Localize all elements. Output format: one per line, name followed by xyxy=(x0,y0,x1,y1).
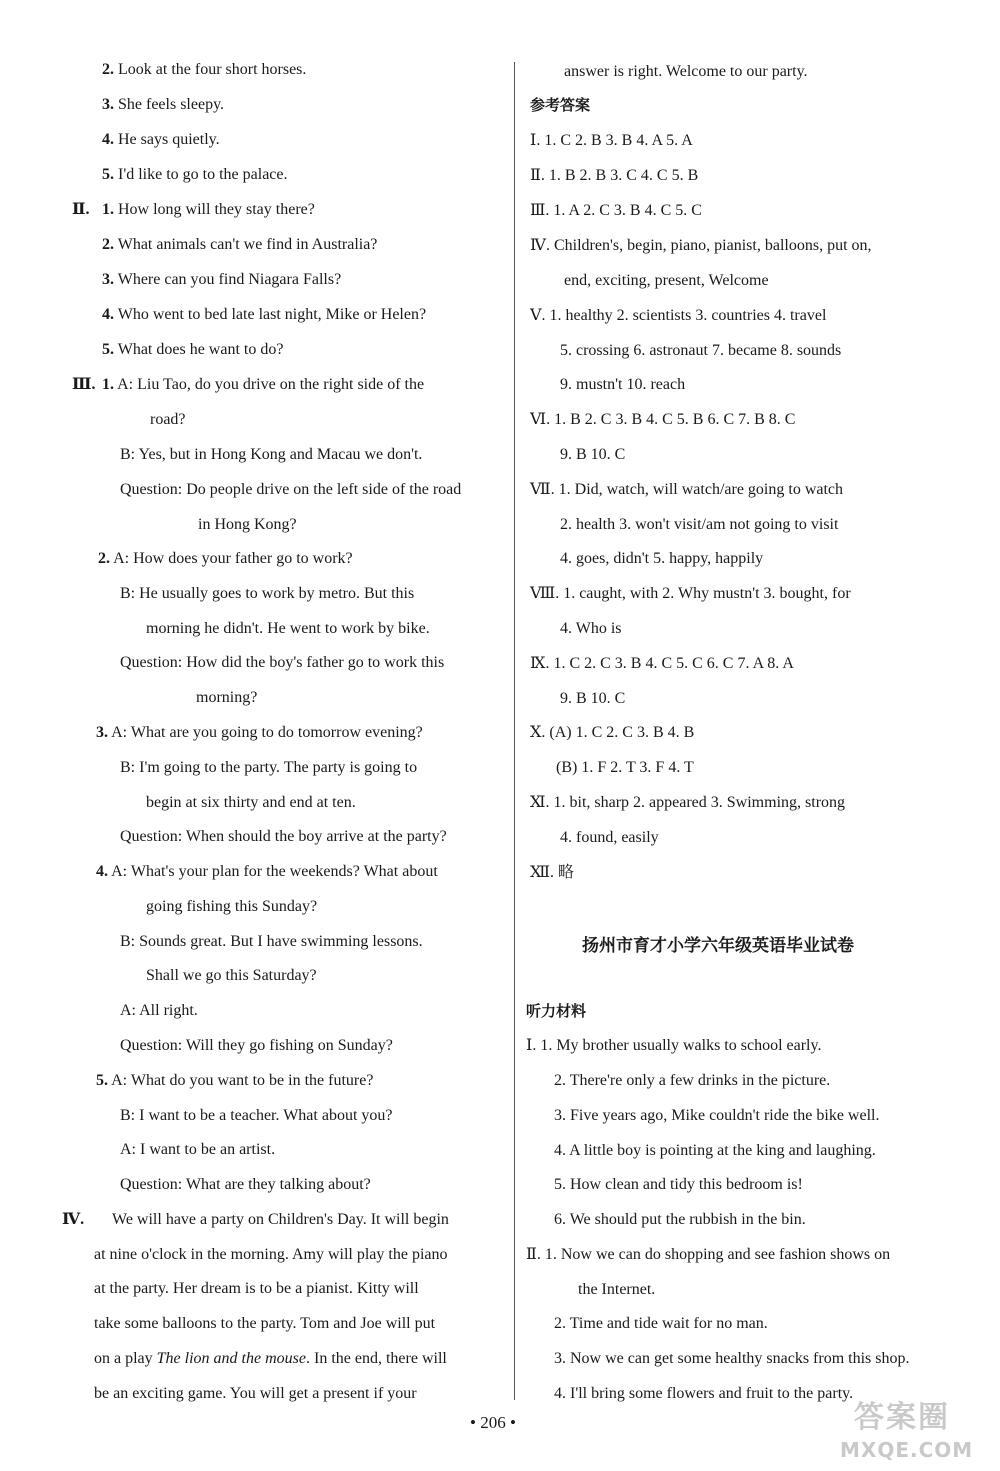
answer-row: Ⅹ. (A) 1. C 2. C 3. B 4. B xyxy=(530,724,695,741)
text-line: on a play The lion and the mouse. In the end, there will xyxy=(94,1350,447,1367)
text-line: Question: Will they go fishing on Sunday? xyxy=(120,1037,393,1054)
text-line: B: I'm going to the party. The party is going to xyxy=(120,759,418,776)
list-item: 2. A: How does your father go to work? xyxy=(98,550,353,567)
listening-line: 2. There're only a few drinks in the picture. xyxy=(554,1072,831,1089)
answer-row: Ⅴ. 1. healthy 2. scientists 3. countries 4. travel xyxy=(530,307,827,324)
listening-line: Ⅱ. 1. Now we can do shopping and see fashion shows on xyxy=(526,1246,891,1263)
text-line: morning? xyxy=(196,689,258,706)
list-item: Ⅳ. We will have a party on Children's Day. It will begin xyxy=(62,1211,449,1228)
text-line: Question: When should the boy arrive at the party? xyxy=(120,828,447,845)
answer-row: 4. goes, didn't 5. happy, happily xyxy=(560,550,764,567)
answer-row: (B) 1. F 2. T 3. F 4. T xyxy=(556,759,694,776)
text-line: Shall we go this Saturday? xyxy=(146,967,317,984)
list-item: 5. What does he want to do? xyxy=(102,341,284,358)
text-line: Question: How did the boy's father go to work this xyxy=(120,654,445,671)
text-line: take some balloons to the party. Tom and Joe will put xyxy=(94,1315,436,1332)
listening-line: 3. Now we can get some healthy snacks from this shop. xyxy=(554,1350,910,1367)
list-item: 4. Who went to bed late last night, Mike or Helen? xyxy=(102,306,427,323)
text-line: B: Sounds great. But I have swimming lessons. xyxy=(120,933,423,950)
text-line: B: He usually goes to work by metro. But this xyxy=(120,585,415,602)
exam-title: 扬州市育才小学六年级英语毕业试卷 xyxy=(582,936,854,956)
list-item: 3. Where can you find Niagara Falls? xyxy=(102,271,342,288)
answer-row: Ⅲ. 1. A 2. C 3. B 4. C 5. C xyxy=(530,202,702,219)
listening-line: Ⅰ. 1. My brother usually walks to school early. xyxy=(526,1037,822,1054)
answer-row: Ⅰ. 1. C 2. B 3. B 4. A 5. A xyxy=(530,132,693,149)
text-line: B: Yes, but in Hong Kong and Macau we don't. xyxy=(120,446,423,463)
text-line: B: I want to be a teacher. What about you? xyxy=(120,1107,393,1124)
answer-row: 4. Who is xyxy=(560,620,622,637)
answer-row: 5. crossing 6. astronaut 7. became 8. sounds xyxy=(560,342,842,359)
list-item: 2. What animals can't we find in Australia? xyxy=(102,236,378,253)
text-line: Question: Do people drive on the left side of the road xyxy=(120,481,462,498)
listening-line: 5. How clean and tidy this bedroom is! xyxy=(554,1176,803,1193)
answer-row: 9. B 10. C xyxy=(560,690,626,707)
listening-line: 2. Time and tide wait for no man. xyxy=(554,1315,768,1332)
list-item: 3. A: What are you going to do tomorrow evening? xyxy=(96,724,423,741)
watermark-url: MXQE.COM xyxy=(840,1438,974,1462)
answer-row: end, exciting, present, Welcome xyxy=(564,272,769,289)
play-title: The lion and the mouse xyxy=(156,1350,306,1367)
list-item: 3. She feels sleepy. xyxy=(102,96,225,113)
text-line: answer is right. Welcome to our party. xyxy=(564,63,808,80)
answer-row: 2. health 3. won't visit/am not going to visit xyxy=(560,516,839,533)
list-item: 2. Look at the four short horses. xyxy=(102,61,307,78)
text-line: at the party. Her dream is to be a pianist. Kitty will xyxy=(94,1280,419,1297)
listening-line: 3. Five years ago, Mike couldn't ride the bike well. xyxy=(554,1107,880,1124)
text-line: at nine o'clock in the morning. Amy will play the piano xyxy=(94,1246,448,1263)
answer-row: Ⅷ. 1. caught, with 2. Why mustn't 3. bought, for xyxy=(530,585,851,602)
text-line: Question: What are they talking about? xyxy=(120,1176,371,1193)
listening-line: 6. We should put the rubbish in the bin. xyxy=(554,1211,806,1228)
answer-row: Ⅳ. Children's, begin, piano, pianist, balloons, put on, xyxy=(530,237,872,254)
text-line: begin at six thirty and end at ten. xyxy=(146,794,356,811)
listening-line: the Internet. xyxy=(578,1281,656,1298)
answer-row: 9. B 10. C xyxy=(560,446,626,463)
answer-row: Ⅻ. 略 xyxy=(530,864,575,881)
answer-row: Ⅶ. 1. Did, watch, will watch/are going to watch xyxy=(530,481,844,498)
answer-row: Ⅱ. 1. B 2. B 3. C 4. C 5. B xyxy=(530,167,699,184)
answer-row: 9. mustn't 10. reach xyxy=(560,376,686,393)
answer-row: Ⅵ. 1. B 2. C 3. B 4. C 5. B 6. C 7. B 8. C xyxy=(530,411,796,428)
watermark-logo xyxy=(840,1392,990,1468)
listening-line: 4. A little boy is pointing at the king and laughing. xyxy=(554,1142,876,1159)
text-line: in Hong Kong? xyxy=(198,516,297,533)
listening-heading: 听力材料 xyxy=(526,1002,587,1020)
list-item: Ⅲ. 1. A: Liu Tao, do you drive on the right side of the xyxy=(72,376,425,393)
text-line: going fishing this Sunday? xyxy=(146,898,318,915)
answer-row: Ⅺ. 1. bit, sharp 2. appeared 3. Swimming, strong xyxy=(530,794,846,811)
answers-heading: 参考答案 xyxy=(530,96,591,114)
watermark-logo-mark: 答案圈 xyxy=(854,1400,950,1435)
listening-line: 4. I'll bring some flowers and fruit to the party. xyxy=(554,1385,854,1402)
text-line: be an exciting game. You will get a present if your xyxy=(94,1385,417,1402)
list-item: 5. I'd like to go to the palace. xyxy=(102,166,288,183)
column-divider xyxy=(514,62,515,1400)
answer-row: 4. found, easily xyxy=(560,829,659,846)
list-item: 4. He says quietly. xyxy=(102,131,220,148)
text-line: A: I want to be an artist. xyxy=(120,1141,276,1158)
page-number: • 206 • xyxy=(470,1413,516,1432)
text-line: road? xyxy=(150,411,186,428)
list-item: 5. A: What do you want to be in the future? xyxy=(96,1072,374,1089)
list-item: 4. A: What's your plan for the weekends? What about xyxy=(96,863,438,880)
answer-row: Ⅸ. 1. C 2. C 3. B 4. C 5. C 6. C 7. A 8. A xyxy=(530,655,794,672)
list-item: Ⅱ. 1. How long will they stay there? xyxy=(72,201,315,218)
text-line: morning he didn't. He went to work by bike. xyxy=(146,620,430,637)
text-line: A: All right. xyxy=(120,1002,198,1019)
